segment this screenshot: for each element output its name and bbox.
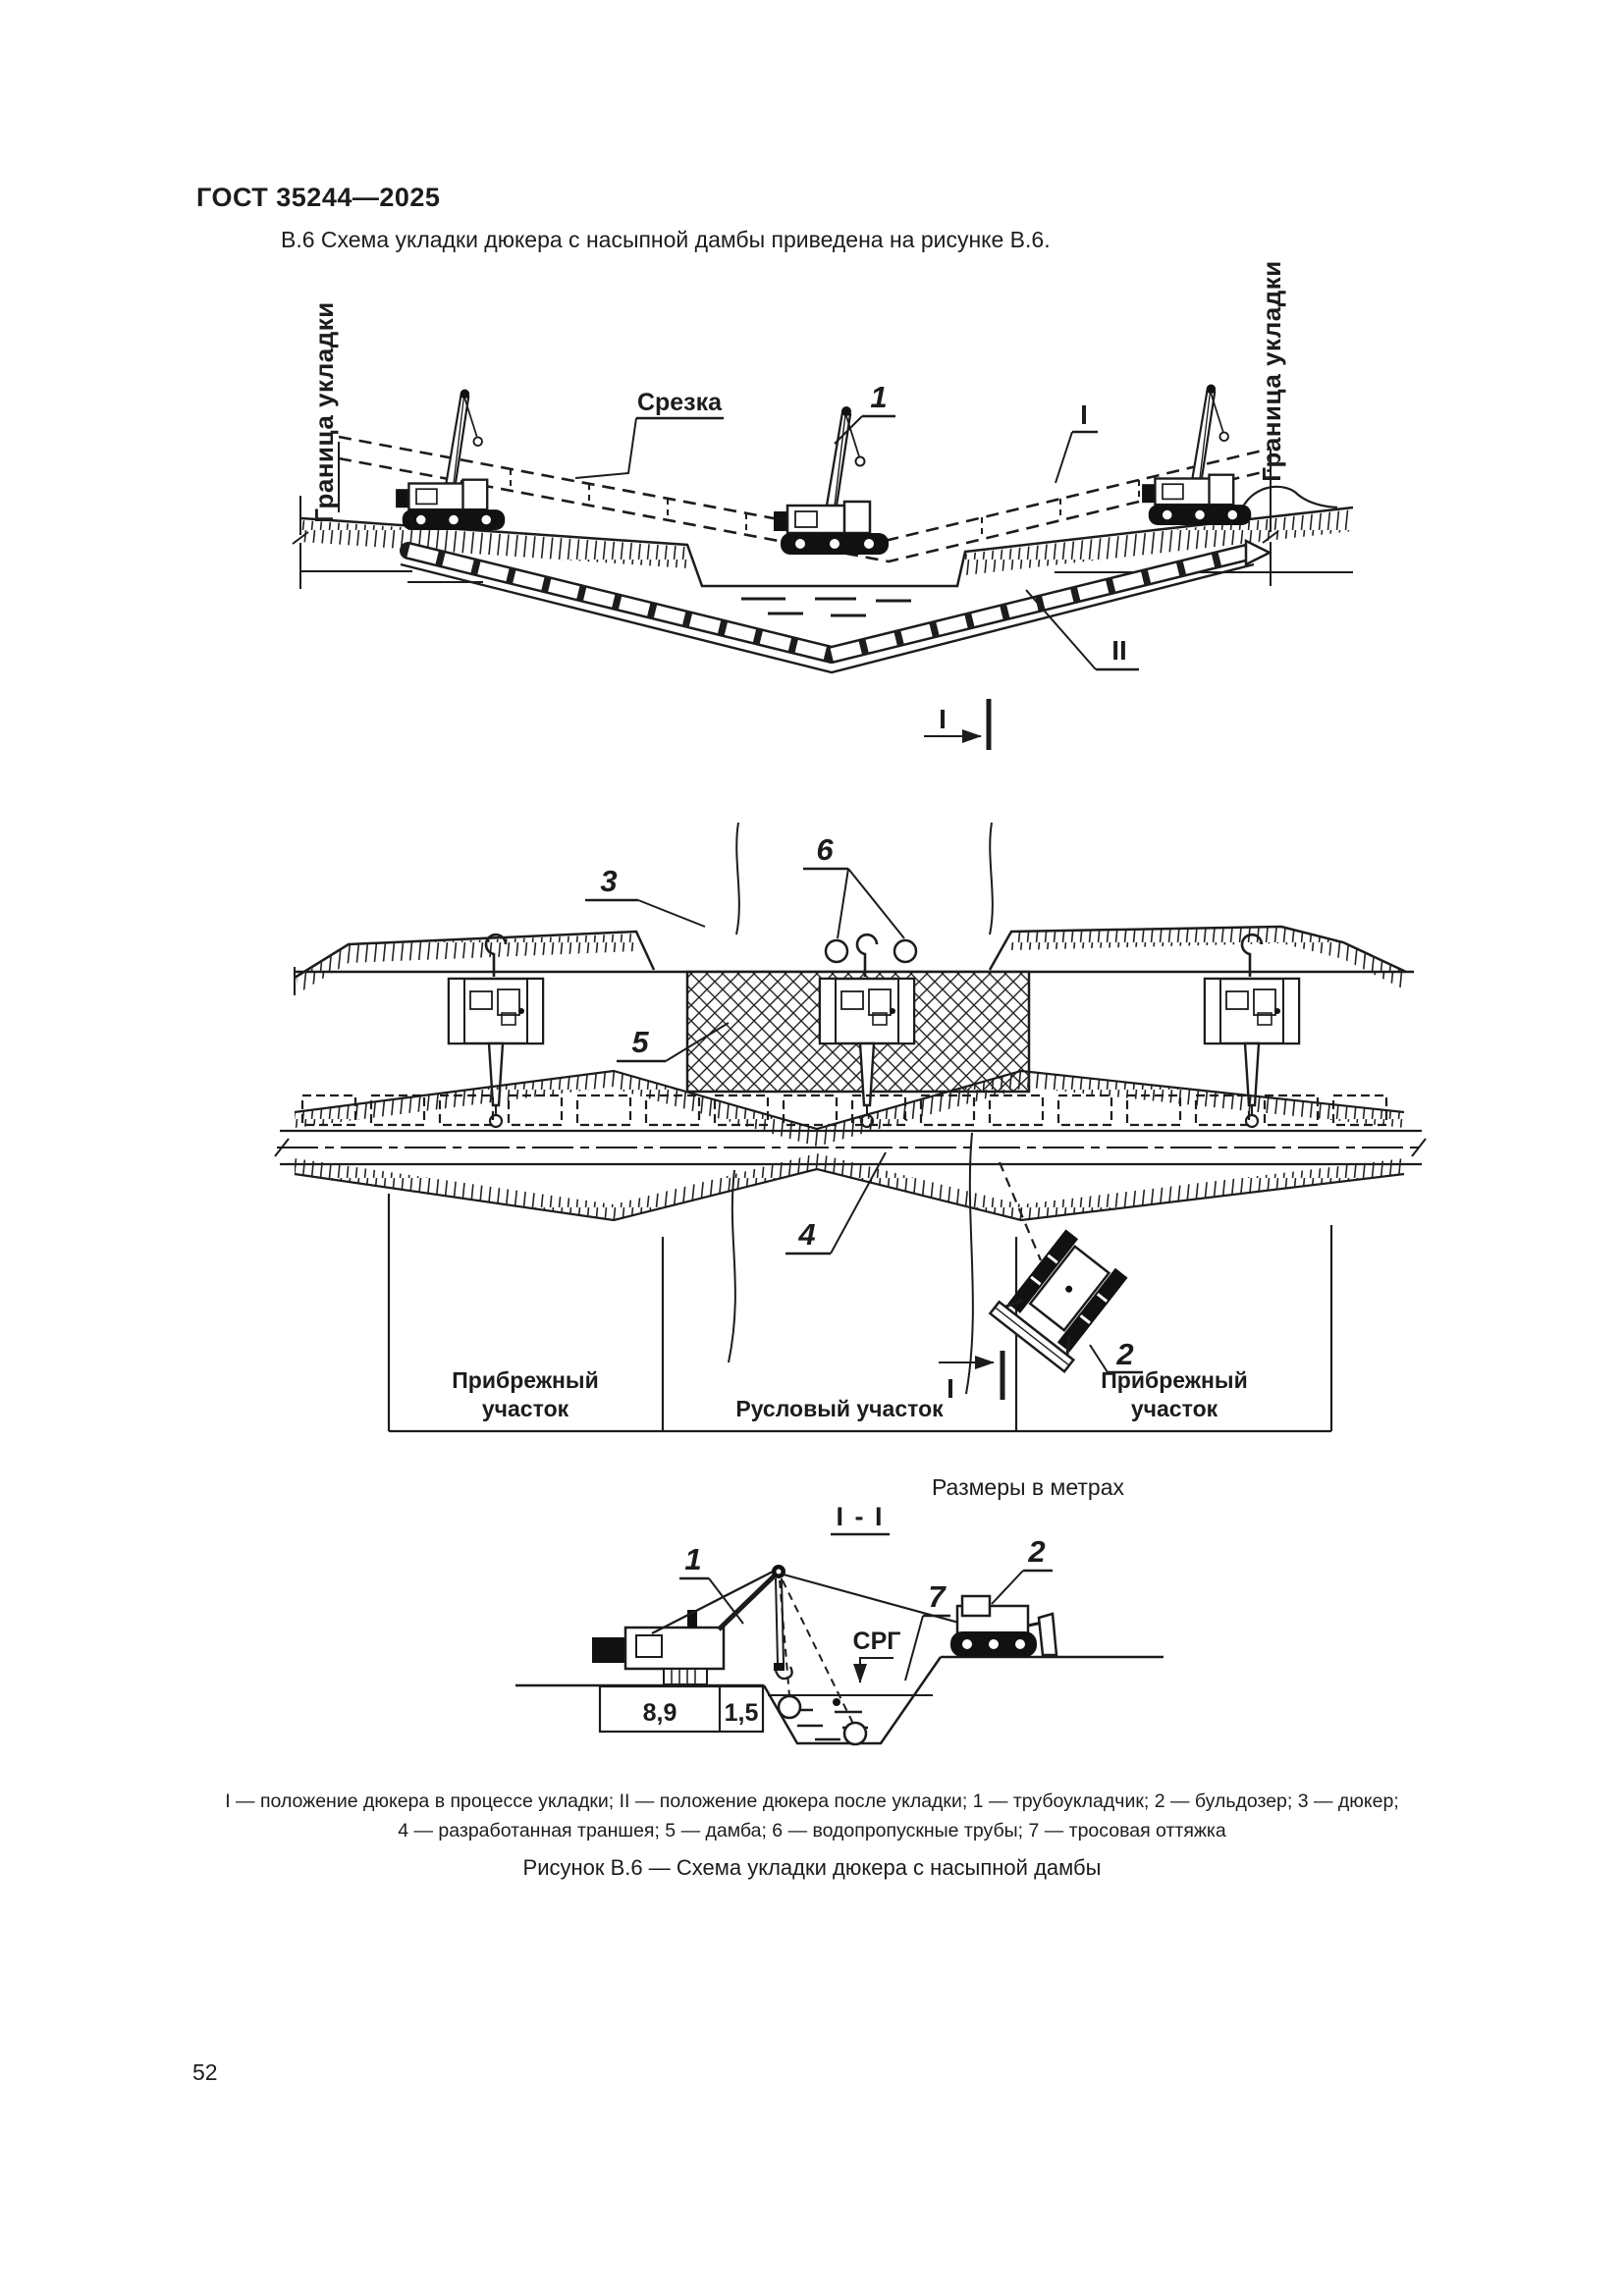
callout-3: 3: [600, 864, 618, 898]
boundary-left-label: Граница укладки: [309, 301, 339, 523]
zone-right-label-2: участок: [1130, 1396, 1218, 1421]
figure-title: Рисунок В.6 — Схема укладки дюкера с насыпной дамбы: [522, 1855, 1102, 1880]
callout-6: 6: [816, 832, 834, 867]
callout-2-section: 2: [1028, 1534, 1046, 1569]
figure-b6-drawing: [147, 245, 1473, 1796]
callout-5: 5: [631, 1025, 649, 1059]
top-elevation-view: [293, 260, 1353, 750]
bulldozer-side-icon: [950, 1596, 1056, 1657]
dim-8-9: 8,9: [642, 1699, 677, 1727]
zone-left-label-2: участок: [481, 1396, 569, 1421]
figure-key: [76, 1787, 1548, 1845]
callout-II: II: [1111, 635, 1127, 666]
page-number: 52: [192, 2059, 218, 2085]
section-mark-top: I: [939, 704, 947, 734]
callout-I-top: I: [1080, 400, 1088, 430]
section-mark-bottom: I: [947, 1373, 954, 1404]
figure-key-line-2: 4 — разработанная траншея; 5 — дамба; 6 — водопропускные трубы; 7 — тросовая оттяжка: [398, 1820, 1226, 1842]
paragraph-b6: В.6 Схема укладки дюкера с насыпной дамбы приведена на рисунке В.6.: [281, 227, 1051, 252]
units-note: Размеры в метрах: [931, 1474, 1124, 1500]
callout-1-top: 1: [870, 380, 888, 414]
plan-view: [275, 823, 1426, 1431]
srg-label: СРГ: [852, 1628, 901, 1655]
callout-2-plan: 2: [1116, 1337, 1134, 1371]
figure-key-line-1: I — положение дюкера в процессе укладки; II — положение дюкера после укладки; 1 — трубоукладчик; 2 — бульдозер; 3 — дюкер;: [225, 1790, 1399, 1812]
section-view: [515, 1474, 1164, 1744]
dim-1-5: 1,5: [724, 1699, 759, 1727]
cut-label: Срезка: [636, 389, 723, 416]
callout-1-section: 1: [684, 1542, 702, 1576]
boundary-right-label: Граница укладки: [1257, 260, 1286, 482]
zone-center-label: Русловый участок: [735, 1396, 944, 1421]
section-title: I - I: [836, 1502, 885, 1531]
standard-number-header: ГОСТ 35244—2025: [196, 183, 441, 212]
callout-4: 4: [798, 1217, 816, 1252]
zone-right-label-1: Прибрежный: [1101, 1367, 1248, 1393]
callout-7: 7: [928, 1579, 946, 1614]
zone-left-label-1: Прибрежный: [452, 1367, 599, 1393]
